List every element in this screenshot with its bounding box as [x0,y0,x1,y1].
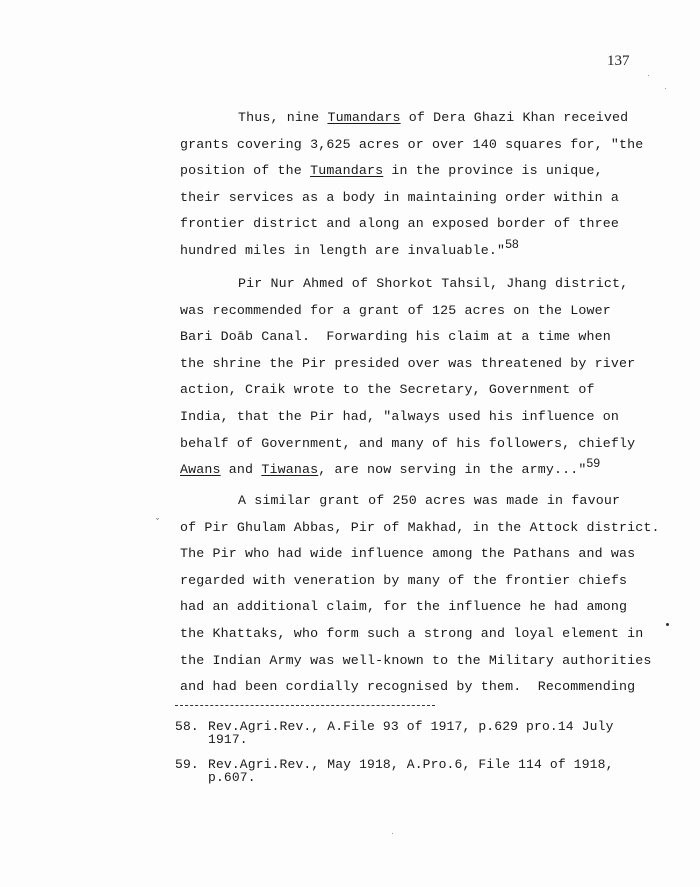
text-line [180,599,627,615]
page-number: 137 [607,53,630,69]
text-line [180,329,611,345]
scan-speck [648,75,649,76]
footnote-text-continued: 1917. [208,732,248,747]
footnote-58 [175,719,614,747]
text-span: of Pir Ghulam Abbas, Pir of Makhad, in the Attock district. [180,519,660,535]
text-span: Thus, nine [238,110,328,125]
text-line [180,626,643,642]
footnote-59 [175,757,614,785]
scan-speck [665,88,666,89]
text-span: , are now serving in the army..." [318,462,587,478]
footnote-text-continued: p.607. [208,770,256,785]
text-span: the Khattaks, who form such a strong and loyal element in [180,626,644,641]
text-span: had an additional claim, for the influence he had among [180,599,628,615]
text-line [180,546,635,562]
text-line [238,493,620,509]
underlined-term: Tumandars [310,163,384,179]
text-line [180,163,603,179]
text-line [238,276,628,292]
underlined-term: Tiwanas [261,462,319,478]
text-span: the shrine the Pir presided over was threatened by river [180,355,636,371]
margin-dot-mark [666,623,669,626]
footnote-reference[interactable]: 58 [505,237,519,251]
text-line [180,653,652,669]
text-span: the Indian Army was well-known to the Military authorities [180,652,652,668]
text-span: The Pir who had wide influence among the Pathans and was [180,546,636,562]
text-span: A similar grant of 250 acres was made in favour [238,493,621,508]
text-span: and had been cordially recognised by them. Recommending [180,679,636,695]
text-line [238,110,628,126]
text-span: Pir Nur Ahmed of Shorkot Tahsil, Jhang district, [238,276,629,291]
text-line [180,573,627,589]
text-span: behalf of Government, and many of his followers, chiefly [180,435,636,451]
text-span: Bari Doāb Canal. Forwarding his claim at a time when [180,329,611,345]
text-span: frontier district and along an exposed border of three [180,216,619,232]
text-span: position of the [180,163,311,179]
text-line [180,456,601,478]
text-line [180,520,660,536]
footnote-text: Rev.Agri.Rev., A.File 93 of 1917, p.629 pro.14 July [208,719,614,734]
text-line [180,303,611,319]
text-line [180,436,635,452]
scan-speck [392,833,393,834]
text-span: their services as a body in maintaining order within a [180,189,619,205]
text-span: hundred miles in length are invaluable." [180,243,506,258]
text-span: India, that the Pir had, "always used his influence on [180,409,619,424]
text-line [180,356,635,372]
text-line [180,237,519,259]
text-span: and [220,462,262,478]
underlined-term: Awans [180,462,221,478]
text-span: was recommended for a grant of 125 acres on the Lower [180,302,611,318]
margin-tick-mark: ˇ [156,517,159,527]
footnote-reference[interactable]: 59 [586,456,601,471]
text-line [180,382,595,398]
text-span: grants covering 3,625 acres or over 140 squares for, "the [180,136,644,152]
footnote-separator [175,705,435,706]
text-line [180,409,619,425]
underlined-term: Tumandars [327,110,401,125]
text-line [180,216,619,232]
text-span: action, Craik wrote to the Secretary, Government of [180,382,595,398]
footnote-text: Rev.Agri.Rev., May 1918, A.Pro.6, File 114 of 1918, [208,757,614,772]
text-span: in the province is unique, [383,163,603,179]
text-span: of Dera Ghazi Khan received [400,110,629,125]
footnote-number: 59. [175,757,199,772]
text-line [180,679,635,695]
text-span: regarded with veneration by many of the frontier chiefs [180,572,628,588]
text-line [180,190,619,206]
text-line [180,137,643,153]
footnote-number: 58. [175,719,199,734]
